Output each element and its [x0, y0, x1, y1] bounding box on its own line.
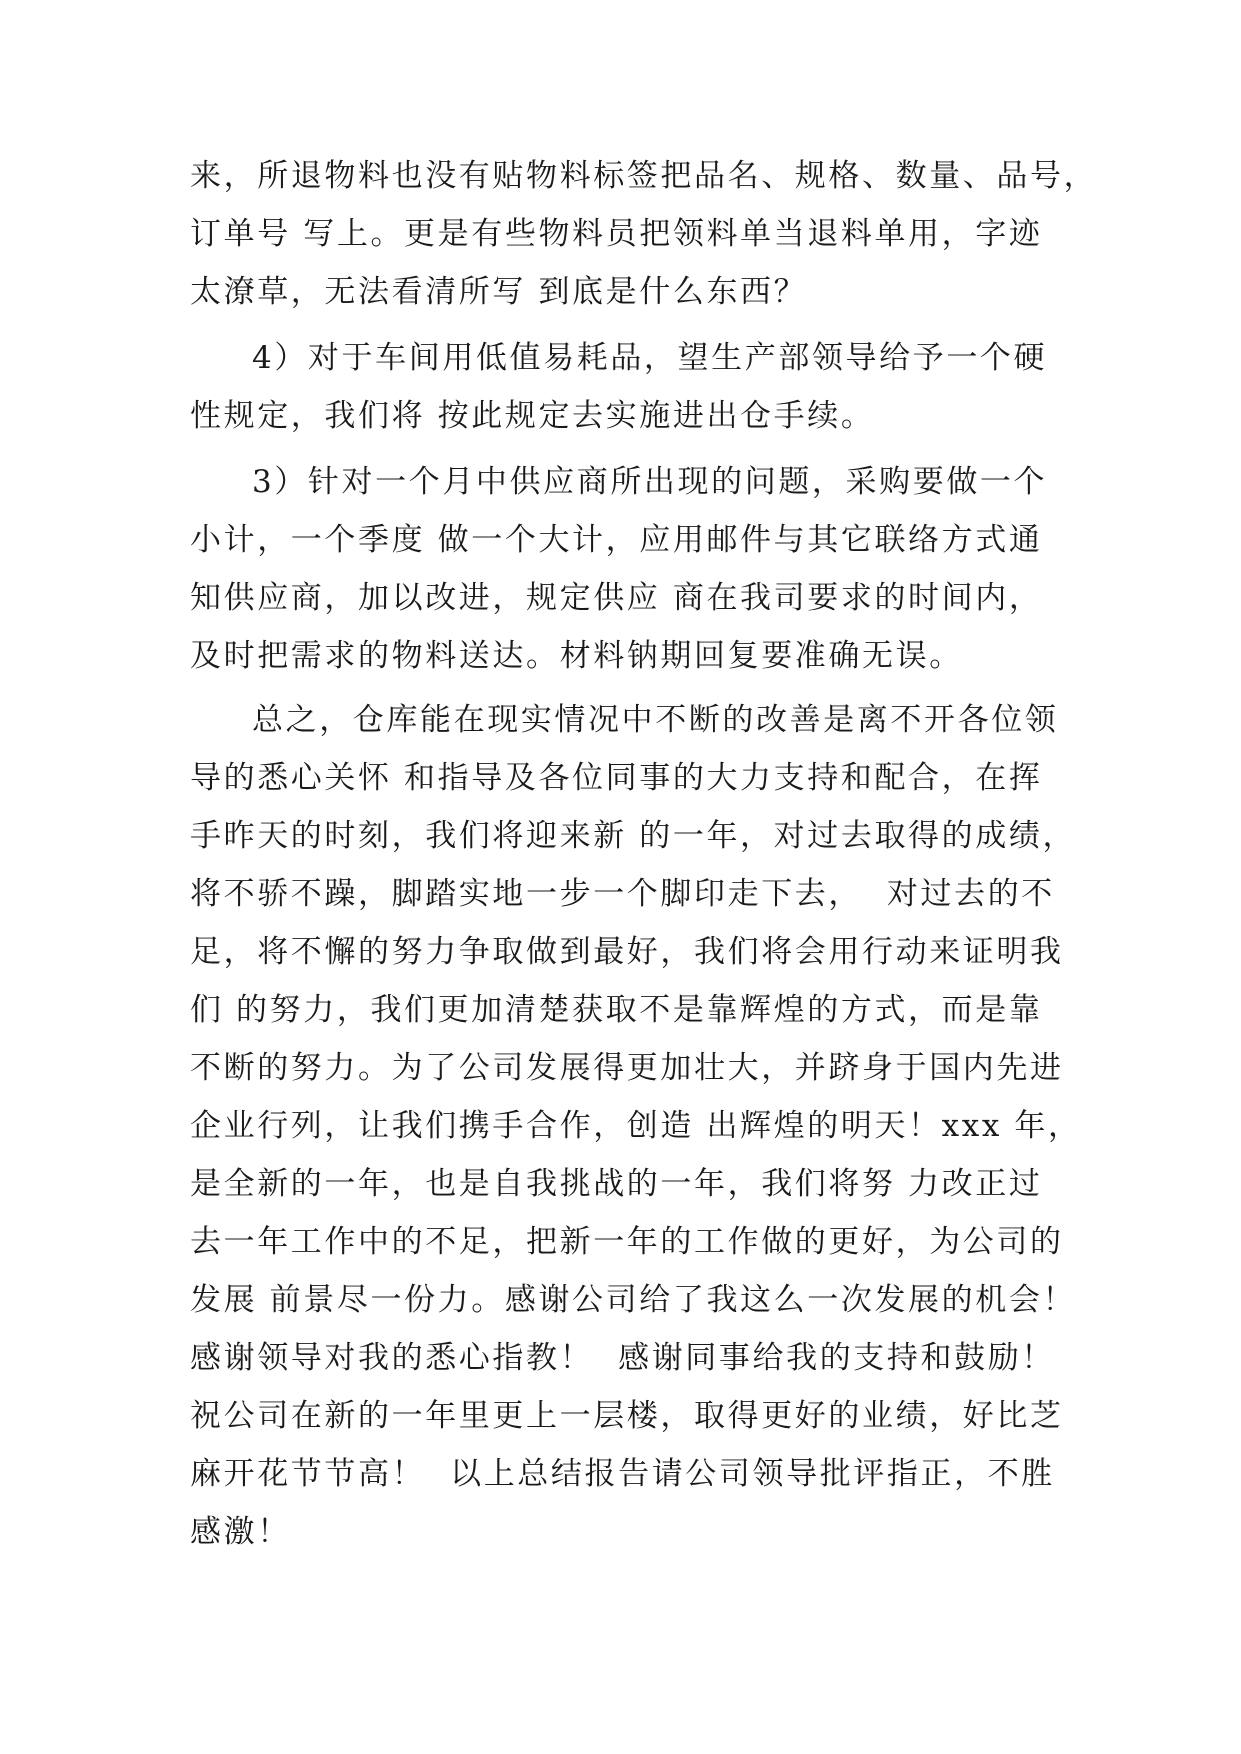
text-line: 手昨天的时刻，我们将迎来新 的一年，对过去取得的成绩， — [190, 818, 1077, 854]
text-line: 导的悉心关怀 和指导及各位同事的大力支持和配合，在挥 — [190, 760, 1043, 796]
text-line: 感谢领导对我的悉心指教！ 感谢同事给我的支持和鼓励！ — [190, 1340, 1055, 1376]
text-line: 及时把需求的物料送达。材料钠期回复要准确无误。 — [190, 638, 963, 674]
text-line: 企业行列，让我们携手合作，创造 出辉煌的明天！xxx 年， — [190, 1108, 1082, 1144]
text-line: 知供应商，加以改进，规定供应 商在我司要求的时间内， — [190, 580, 1043, 616]
paragraph-first-line: 4）对于车间用低值易耗品，望生产部领导给予一个硬 — [252, 340, 1048, 376]
text-line: 祝公司在新的一年里更上一层楼，取得更好的业绩，好比芝 — [190, 1398, 1064, 1434]
text-line: 不断的努力。为了公司发展得更加壮大，并跻身于国内先进 — [190, 1050, 1064, 1086]
text-line: 太潦草，无法看清所写 到底是什么东西？ — [190, 274, 808, 310]
text-line: 性规定，我们将 按此规定去实施进出仓手续。 — [190, 398, 875, 434]
text-line: 们 的努力，我们更加清楚获取不是靠辉煌的方式，而是靠 — [190, 992, 1043, 1028]
text-line: 足，将不懈的努力争取做到最好，我们将会用行动来证明我 — [190, 934, 1064, 970]
paragraph-first-line: 3）针对一个月中供应商所出现的问题，采购要做一个 — [252, 464, 1048, 500]
text-line: 是全新的一年，也是自我挑战的一年，我们将努 力改正过 — [190, 1166, 1043, 1202]
text-line: 发展 前景尽一份力。感谢公司给了我这么一次发展的机会！ — [190, 1282, 1077, 1318]
text-line: 去一年工作中的不足，把新一年的工作做的更好，为公司的 — [190, 1224, 1064, 1260]
text-line: 将不骄不躁，脚踏实地一步一个脚印走下去， 对过去的不 — [190, 876, 1055, 912]
text-line: 订单号 写上。更是有些物料员把领料单当退料单用，字迹 — [190, 216, 1043, 252]
paragraph-first-line: 总之，仓库能在现实情况中不断的改善是离不开各位领 — [252, 702, 1059, 738]
text-line: 小计，一个季度 做一个大计，应用邮件与其它联络方式通 — [190, 522, 1043, 558]
text-line: 麻开花节节高！ 以上总结报告请公司领导批评指正，不胜 — [190, 1456, 1055, 1492]
text-line: 感激！ — [190, 1514, 291, 1550]
text-line: 来，所退物料也没有贴物料标签把品名、规格、数量、品号， — [190, 158, 1098, 194]
